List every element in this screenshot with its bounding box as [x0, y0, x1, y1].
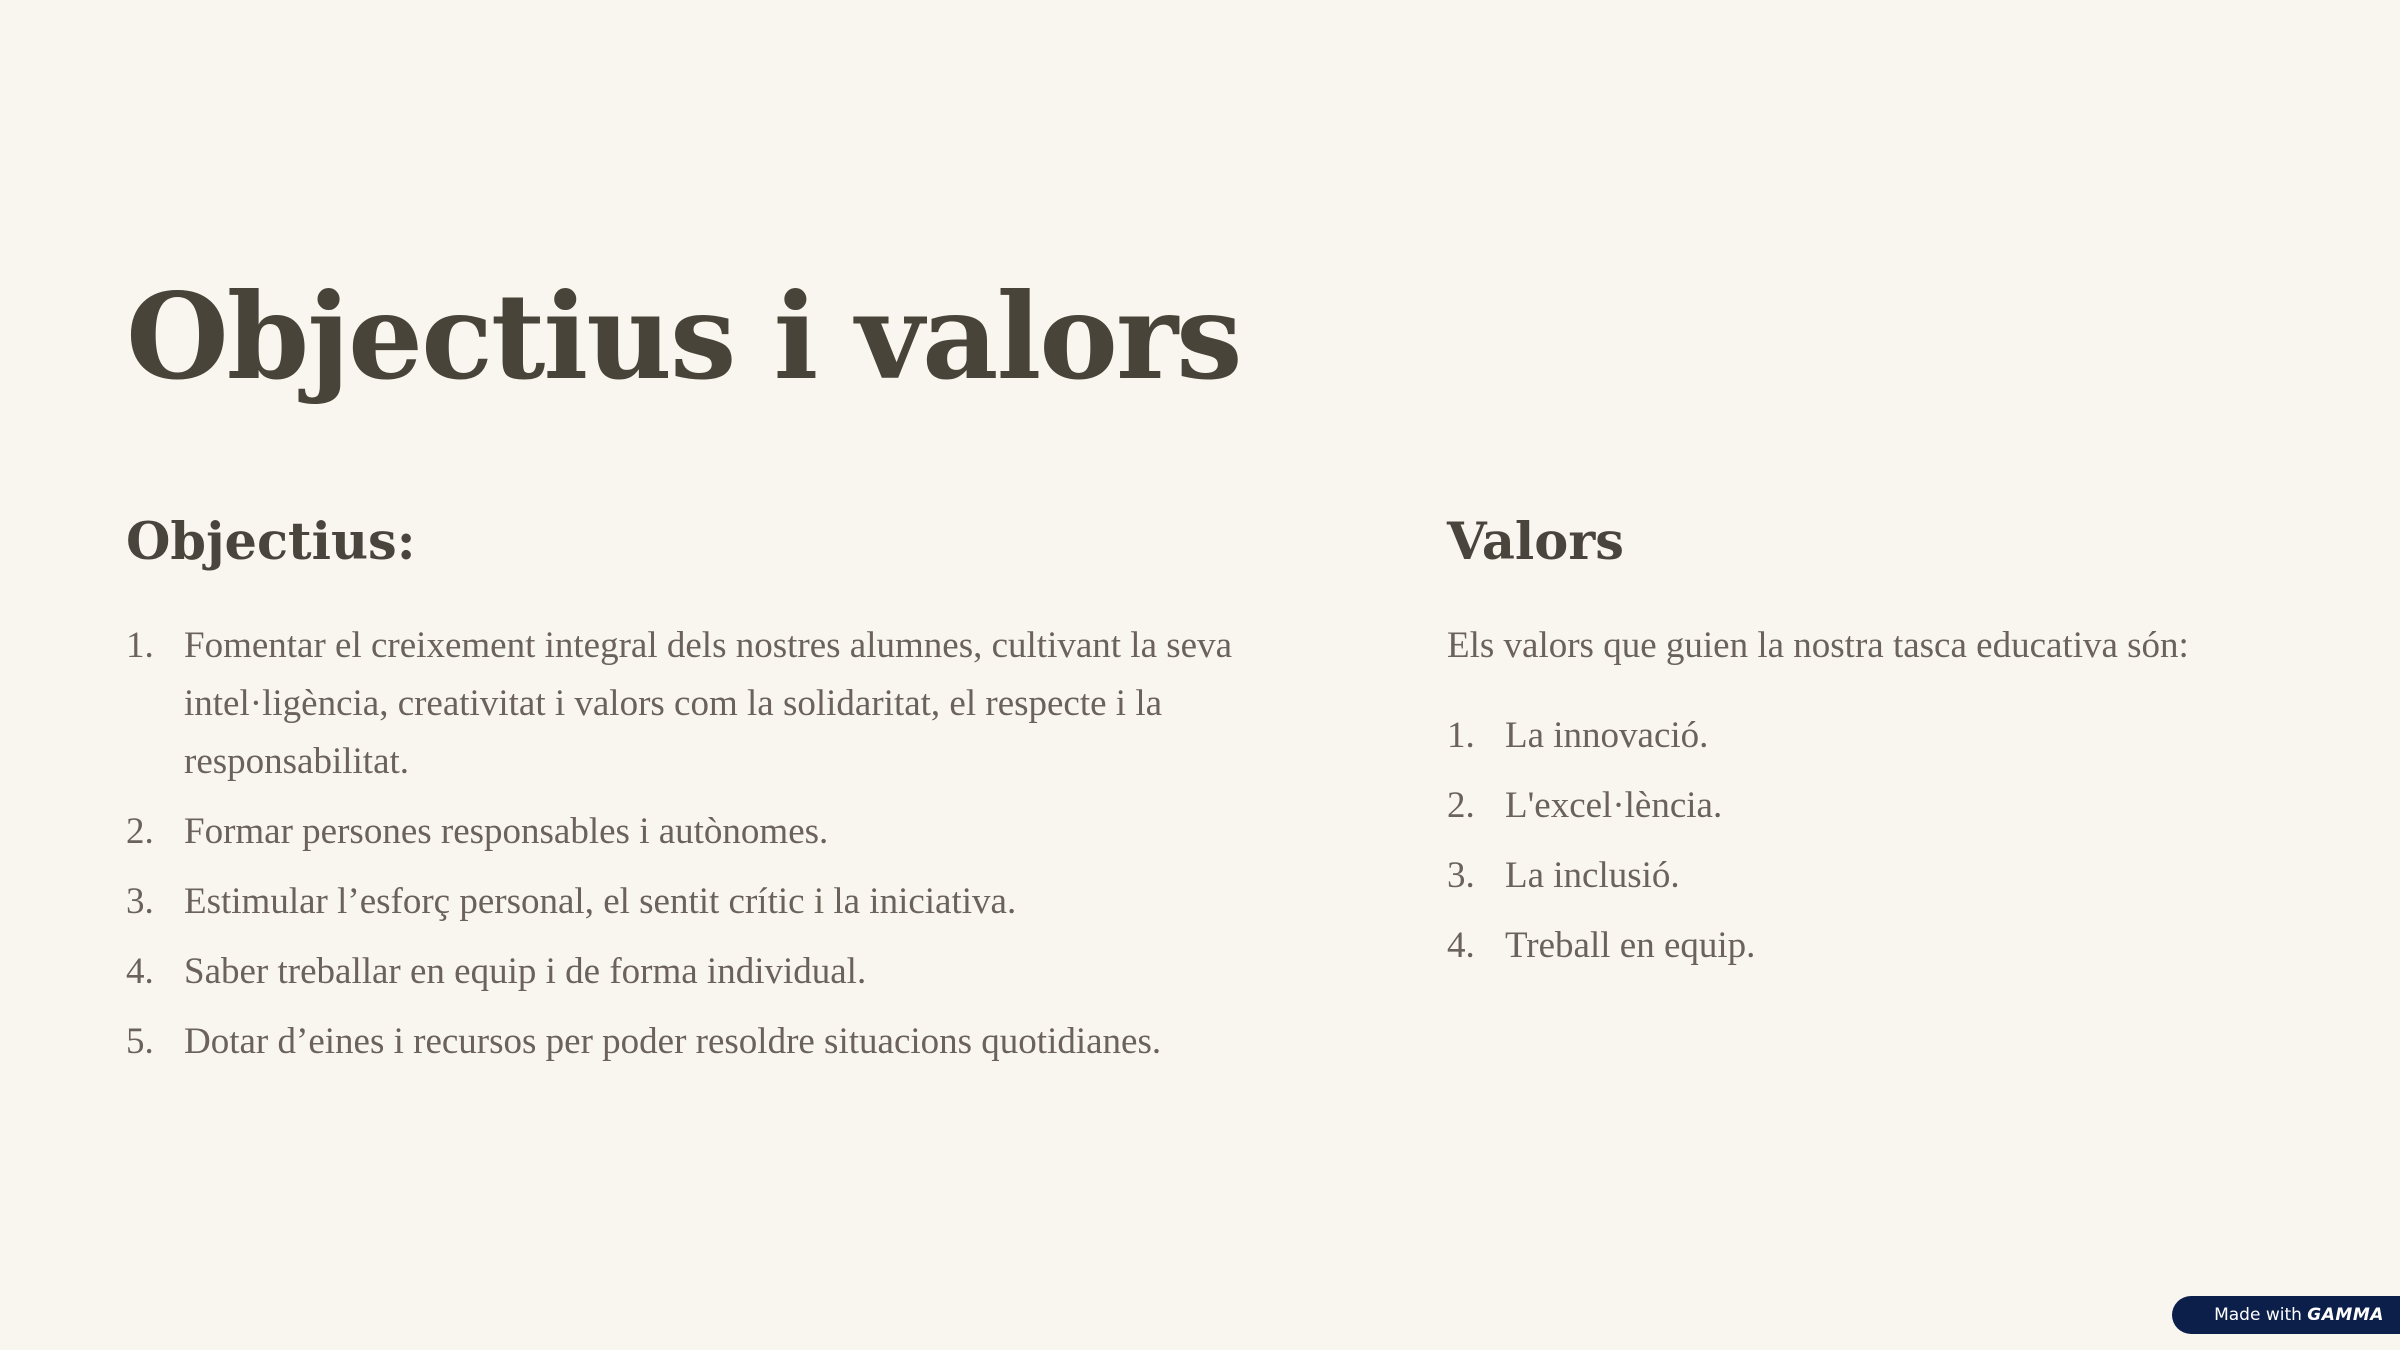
- list-item: [126, 873, 1346, 931]
- list-item-text: Fomentar el creixement integral dels nostres alumnes, cultivant la seva intel·ligència, creativitat i valors com la solidaritat, el respecte i la responsabilitat.: [184, 625, 1232, 782]
- list-item-number: 2.: [1447, 785, 1475, 826]
- page-title: Objectius i valors: [126, 267, 1241, 406]
- list-item-text: Formar persones responsables i autònomes.: [184, 811, 829, 852]
- valors-column: [1447, 505, 2307, 966]
- valors-list: [1447, 707, 2307, 987]
- list-item-number: 3.: [1447, 855, 1475, 896]
- list-item-number: 3.: [126, 881, 154, 922]
- list-item: [1447, 847, 2307, 905]
- list-item-text: Saber treballar en equip i de forma individual.: [184, 951, 867, 992]
- list-item: [1447, 707, 2307, 765]
- list-item: [126, 1013, 1346, 1071]
- list-item-number: 2.: [126, 811, 154, 852]
- list-item-number: 1.: [1447, 715, 1475, 756]
- list-item-text: Estimular l’esforç personal, el sentit crític i la iniciativa.: [184, 881, 1017, 922]
- objectius-column: [126, 505, 1346, 1062]
- valors-heading: Valors: [1447, 512, 1624, 572]
- list-item-text: Dotar d’eines i recursos per poder resoldre situacions quotidianes.: [184, 1021, 1162, 1062]
- valors-intro: Els valors que guien la nostra tasca educativa són:: [1447, 625, 2189, 666]
- list-item: [126, 943, 1346, 1001]
- made-with-gamma-badge[interactable]: [2172, 1296, 2400, 1334]
- list-item: [1447, 917, 2307, 975]
- list-item-number: 5.: [126, 1021, 154, 1062]
- list-item: [126, 617, 1346, 791]
- gamma-logo: GAMMA: [2307, 1305, 2384, 1325]
- list-item-number: 4.: [1447, 925, 1475, 966]
- objectius-list: [126, 617, 1346, 1083]
- list-item-text: La innovació.: [1505, 715, 1709, 756]
- badge-prefix: Made with: [2214, 1305, 2302, 1325]
- list-item-text: La inclusió.: [1505, 855, 1680, 896]
- list-item: [1447, 777, 2307, 835]
- objectius-heading: Objectius:: [126, 512, 416, 572]
- list-item: [126, 803, 1346, 861]
- list-item-number: 4.: [126, 951, 154, 992]
- list-item-text: Treball en equip.: [1505, 925, 1756, 966]
- list-item-number: 1.: [126, 625, 154, 666]
- list-item-text: L'excel·lència.: [1505, 785, 1723, 826]
